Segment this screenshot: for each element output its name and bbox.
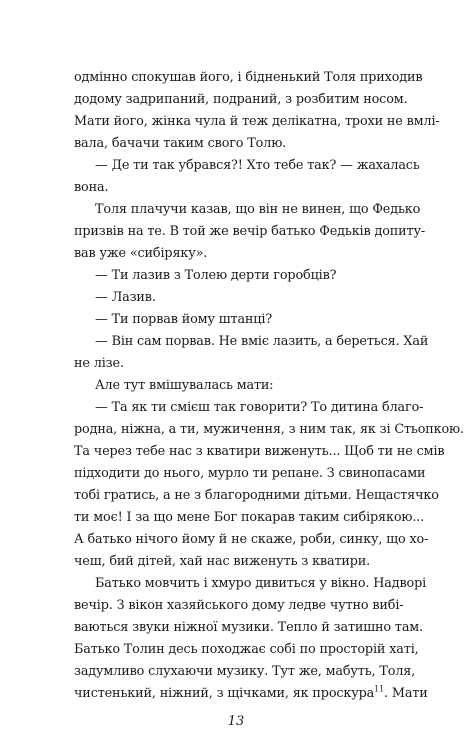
text-segment: чистенький, ніжний, з щічками, як проскура xyxy=(74,686,375,701)
text-line: — Де ти так убрався?! Хто тебе так? — жахалась xyxy=(95,158,420,173)
text-line: ти моє! І за що мене Бог покарав таким сибірякою... xyxy=(74,510,425,525)
text-line: родна, ніжна, а ти, мужичення, з ним так, як зі Стьопкою. xyxy=(74,422,464,437)
text-line: тобі гратись, а не з благородними дітьми. Нещастячко xyxy=(74,488,439,503)
text-line: А батько нічого йому й не скаже, роби, синку, що хо- xyxy=(74,532,429,547)
text-line: вона. xyxy=(74,180,109,195)
page-number: 13 xyxy=(227,714,245,729)
text-line: не лізе. xyxy=(74,356,124,371)
text-segment: Мати xyxy=(391,686,428,701)
text-line-with-footnote: чистенький, ніжний, з щічками, як проскура$^{11}$. Мати xyxy=(74,684,428,701)
text-line: Але тут вмішувалась мати: xyxy=(95,378,274,393)
text-line: задумливо слухаючи музику. Тут же, мабуть, Толя, xyxy=(74,664,416,679)
text-line: ваються звуки ніжної музики. Тепло й затишно там. xyxy=(74,620,424,635)
text-line: — Та як ти смієш так говорити? То дитина благо- xyxy=(95,400,424,415)
text-line: вала, бачачи таким свого Толю. xyxy=(74,136,287,151)
text-line: Толя плачучи казав, що він не винен, що Федько xyxy=(95,202,421,217)
text-line: — Він сам порвав. Не вміє лазить, а береться. Хай xyxy=(95,334,429,349)
text-line: підходити до нього, мурло ти репане. З свинопасами xyxy=(74,466,426,481)
text-line: Та через тебе нас з кватири виженуть... Щоб ти не смів xyxy=(74,444,445,459)
text-line: — Ти порвав йому штанці? xyxy=(95,312,273,327)
text-line: Батько мовчить і хмуро дивиться у вікно. Надворі xyxy=(95,576,427,591)
text-line: чеш, бий дітей, хай нас виженуть з кватири. xyxy=(74,554,371,569)
text-line: — Ти лазив з Толею дерти горобців? xyxy=(95,268,337,283)
text-line: Батько Толин десь походжає собі по просторій хаті, xyxy=(74,642,419,657)
text-line: вав уже «сибіряку». xyxy=(74,246,208,261)
text-line: додому задрипаний, подраний, з розбитим носом. xyxy=(74,92,408,107)
text-line: призвів на те. В той же вечір батько Федьків допиту- xyxy=(74,224,426,239)
text-line: Мати його, жінка чула й теж делікатна, трохи не вмлі- xyxy=(74,114,440,129)
text-line: одмінно спокушав його, і бідненький Толя приходив xyxy=(74,70,423,85)
footnote-mark: 11 xyxy=(374,684,385,694)
text-line: вечір. З вікон хазяйського дому ледве чутно вибі- xyxy=(74,598,404,613)
text-line: — Лазив. xyxy=(95,290,156,305)
